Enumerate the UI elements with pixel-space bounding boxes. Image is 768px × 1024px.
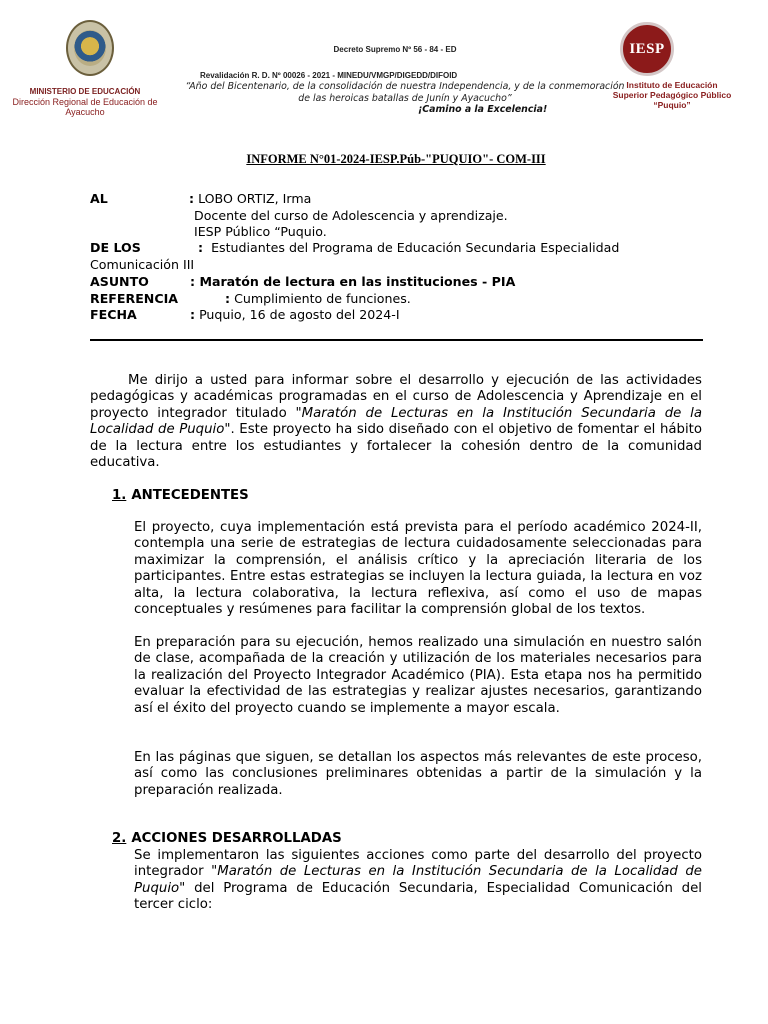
section-2-text-1: Se implementaron las siguientes acciones como parte del desarrollo del proyecto integrador " (134, 848, 702, 880)
section-2-title: ACCIONES DESARROLLADAS (131, 831, 342, 846)
intro-text-2: ". Este proyecto ha sido diseñado con el objetivo de fomentar el hábito de la lectura entre los estudiantes y fortalecer la cohesión dentro de la comunidad educativa. (90, 422, 703, 471)
section-1-paragraph-2: En preparación para su ejecución, hemos realizado una simulación en nuestro salón de clase, acompañada de la creación y utilización de los materiales necesarios para la realización del Proyecto Integrador Académico (PIA). Esta etapa nos ha permitido evaluar la efectividad de las estrategias y realizar ajustes necesarios, garantizando así el éxito del proyecto cuando se implemente a mayor escala. (134, 635, 702, 716)
decree-line: Decreto Supremo Nº 56 - 84 - ED (333, 45, 457, 54)
intro-paragraph (90, 373, 702, 471)
al-colon: : (189, 191, 195, 206)
de-label: DE LOS (90, 240, 141, 255)
institute-seal-text: IESP (629, 40, 665, 57)
institute-seal-logo (620, 22, 674, 76)
intro-text-1: Me dirijo a usted para informar sobre el desarrollo y ejecución de las actividades pedagógicas y académicas programadas en el curso de Adolescencia y Aprendizaje en el proyecto integrador titulado " (90, 373, 702, 421)
al-value-2: Docente del curso de Adolescencia y aprendizaje. (194, 208, 508, 223)
institute-name-line-3: “Puquio” (653, 100, 691, 110)
ministry-seal-emblem (74, 30, 106, 66)
section-1-heading (112, 488, 249, 504)
horizontal-divider (90, 339, 703, 341)
asunto-value: Maratón de lectura en las instituciones - PIA (199, 274, 516, 289)
section-2-project-title: Maratón de Lecturas en la Institución Secundaria de la Localidad de Puquio (134, 864, 702, 896)
de-row (198, 239, 619, 256)
ministry-name: MINISTERIO DE EDUCACIÓN (29, 87, 141, 96)
section-2-heading (112, 831, 342, 847)
institute-name (582, 80, 762, 110)
motto: ¡Camino a la Excelencia! (418, 104, 548, 115)
year-name (160, 81, 650, 105)
fecha-colon: : (190, 307, 196, 322)
report-title: INFORME N°01-2024-IESP.Púb-"PUQUIO"- COM-III (246, 152, 546, 166)
section-1-number: 1. (112, 488, 127, 503)
section-1-paragraph-1: El proyecto, cuya implementación está prevista para el período académico 2024-II, contempla una serie de estrategias de lectura cuidadosamente seleccionadas para maximizar la comprensión, el análisis crítico y la apreciación literaria de los participantes. Entre estas estrategias se incluyen la lectura guiada, la lectura en voz alta, la lectura colaborativa, la lectura reflexiva, así como el uso de mapas conceptuales y resúmenes para facilitar la comprensión global de los textos. (134, 520, 702, 618)
asunto-label: ASUNTO (90, 274, 149, 289)
ministry-subtitle: Dirección Regional de Educación de Ayacucho (12, 97, 158, 117)
revalidation-line: Revalidación R. D. Nº 00026 - 2021 - MINEDU/VMGP/DIGEDD/DIFOID (200, 71, 458, 80)
section-2-paragraph (134, 848, 702, 914)
referencia-colon: : (225, 291, 231, 306)
section-2-number: 2. (112, 831, 127, 846)
al-row (189, 190, 311, 207)
al-value: LOBO ORTIZ, Irma (198, 191, 312, 206)
fecha-label: FECHA (90, 307, 137, 322)
asunto-row (190, 273, 515, 290)
year-name-line-2: de las heroicas batallas de Junín y Ayacucho” (298, 93, 512, 104)
institute-name-line-2: Superior Pedagógico Público (612, 90, 732, 100)
year-name-line-1: “Año del Bicentenario, de la consolidación de nuestra Independencia, y de la conmemoración (185, 81, 625, 92)
al-value-3: IESP Público “Puquio. (194, 224, 327, 239)
de-value-2: Comunicación III (90, 257, 195, 272)
asunto-colon: : (190, 274, 196, 289)
referencia-value: Cumplimiento de funciones. (234, 291, 411, 306)
section-2-text-2: " del Programa de Educación Secundaria, Especialidad Comunicación del tercer ciclo: (134, 880, 702, 913)
referencia-row (225, 290, 411, 307)
fecha-row (190, 306, 400, 323)
al-label: AL (90, 191, 108, 206)
fecha-value: Puquio, 16 de agosto del 2024-I (199, 307, 400, 322)
referencia-label: REFERENCIA (90, 291, 179, 306)
section-1-paragraph-3: En las páginas que siguen, se detallan los aspectos más relevantes de este proceso, así como las conclusiones preliminares obtenidas a partir de la simulación y la preparación realizada. (134, 750, 702, 798)
de-value: Estudiantes del Programa de Educación Secundaria Especialidad (211, 240, 620, 255)
institute-name-line-1: Instituto de Educación (626, 80, 718, 90)
section-1-title: ANTECEDENTES (131, 488, 249, 503)
intro-project-title: Maratón de Lecturas en la Institución Secundaria de la Localidad de Puquio (90, 405, 702, 438)
de-colon: : (198, 240, 204, 255)
